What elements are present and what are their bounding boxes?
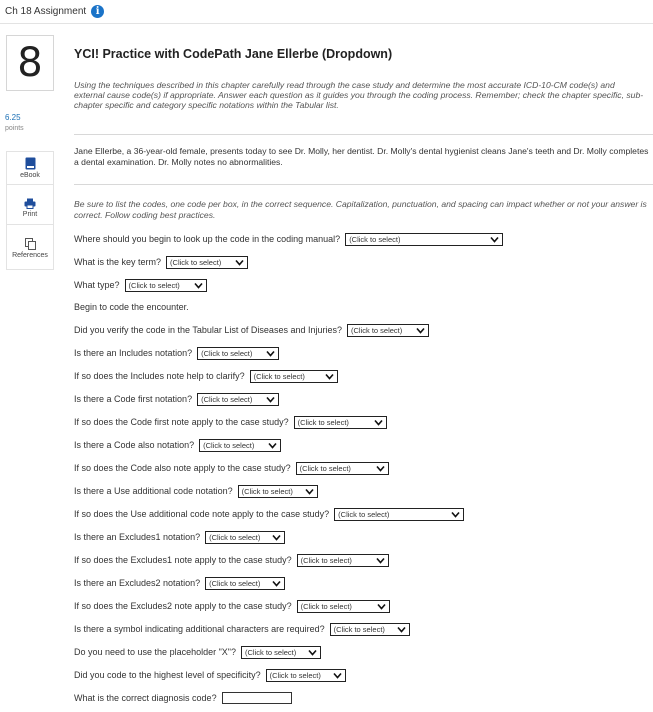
chevron-down-icon (416, 327, 425, 334)
references-label: References (12, 252, 48, 259)
row-question: Did you code to the highest level of specificity? (74, 670, 261, 680)
dropdown-value: (Click to select) (241, 486, 293, 496)
dropdown[interactable] (125, 279, 207, 292)
diagnosis-code-input[interactable] (222, 692, 292, 704)
dropdown-value: (Click to select) (333, 624, 385, 634)
question-row (74, 529, 285, 545)
dropdown-value: (Click to select) (300, 601, 352, 611)
dropdown-value: (Click to select) (350, 325, 403, 335)
question-row (74, 506, 464, 522)
row-question: If so does the Excludes1 note apply to the case study? (74, 555, 292, 565)
chevron-down-icon (377, 603, 386, 610)
chevron-down-icon (308, 649, 317, 656)
dropdown-value: (Click to select) (299, 463, 351, 473)
dropdown[interactable] (345, 233, 503, 246)
dropdown[interactable] (330, 623, 410, 636)
dropdown[interactable] (297, 554, 389, 567)
question-row (74, 299, 194, 315)
question-number: 8 (6, 35, 54, 91)
dropdown[interactable] (199, 439, 281, 452)
print-label: Print (22, 211, 38, 218)
divider (74, 184, 653, 185)
chevron-down-icon (272, 580, 281, 587)
dropdown[interactable] (296, 462, 389, 475)
dropdown[interactable] (294, 416, 387, 429)
printer-icon (24, 198, 36, 209)
question-row (74, 667, 346, 683)
dropdown-value: (Click to select) (170, 257, 222, 267)
chevron-down-icon (268, 442, 277, 449)
row-question: If so does the Code first note apply to the case study? (74, 417, 289, 427)
row-question: If so does the Excludes2 note apply to the case study? (74, 601, 292, 611)
question-row (74, 368, 338, 384)
print-button[interactable] (6, 192, 54, 225)
points-value: 6.25 (5, 113, 21, 122)
dropdown[interactable] (241, 646, 321, 659)
dropdown[interactable] (334, 508, 464, 521)
dropdown-value: (Click to select) (209, 578, 261, 588)
row-question: If so does the Includes note help to clarify? (74, 371, 245, 381)
question-row (74, 414, 387, 430)
dropdown-value: (Click to select) (245, 647, 297, 657)
row-question: Is there an Includes notation? (74, 348, 193, 358)
dropdown-value: (Click to select) (201, 394, 253, 404)
question-row (74, 254, 248, 270)
dropdown-value: (Click to select) (253, 371, 305, 381)
row-question: Is there an Excludes1 notation? (74, 532, 201, 542)
chevron-down-icon (490, 236, 499, 243)
dropdown[interactable] (347, 324, 429, 337)
row-question: Is there a Code first notation? (74, 394, 193, 404)
points (5, 112, 24, 134)
row-question: What type? (74, 280, 120, 290)
dropdown[interactable] (266, 669, 346, 682)
question-row (74, 552, 389, 568)
ebook-label: eBook (20, 172, 40, 179)
top-bar (0, 0, 653, 24)
book-icon (25, 157, 36, 170)
row-question: Did you verify the code in the Tabular List of Diseases and Injuries? (74, 325, 342, 335)
ebook-button[interactable] (6, 152, 54, 185)
chevron-down-icon (376, 465, 385, 472)
dropdown[interactable] (205, 577, 285, 590)
dropdown[interactable] (197, 347, 279, 360)
dropdown-value: (Click to select) (201, 348, 253, 358)
dropdown-value: (Click to select) (209, 532, 261, 542)
points-label: points (5, 125, 24, 132)
question-row (74, 575, 285, 591)
question-row (74, 621, 410, 637)
question-title: YCI! Practice with CodePath Jane Ellerbe (Dropdown) (74, 47, 393, 61)
dropdown[interactable] (205, 531, 285, 544)
dropdown[interactable] (166, 256, 248, 269)
dropdown-value: (Click to select) (269, 670, 321, 680)
assignment-title: Ch 18 Assignment (5, 6, 87, 17)
chevron-down-icon (397, 626, 406, 633)
question-row (74, 437, 281, 453)
dropdown-value: (Click to select) (338, 509, 390, 519)
question-row (74, 277, 207, 293)
row-question: Is there a symbol indicating additional characters are required? (74, 624, 325, 634)
row-question: What is the correct diagnosis code? (74, 693, 217, 703)
row-question: Is there an Excludes2 notation? (74, 578, 201, 588)
chevron-down-icon (266, 396, 275, 403)
chevron-down-icon (451, 511, 460, 518)
dropdown[interactable] (197, 393, 279, 406)
question-row (74, 483, 318, 499)
dropdown[interactable] (297, 600, 390, 613)
row-question: Do you need to use the placeholder "X"? (74, 647, 236, 657)
row-question: What is the key term? (74, 257, 162, 267)
answer-instructions: Be sure to list the codes, one code per box, in the correct sequence. Capitalization, punctuation, and spacing can impact whether or not your answer is correct. Follow coding best practices. (74, 199, 647, 220)
references-button[interactable] (6, 232, 54, 265)
side-tools (6, 151, 54, 270)
row-question: Is there a Use additional code notation? (74, 486, 233, 496)
dropdown[interactable] (238, 485, 318, 498)
chevron-down-icon (272, 534, 281, 541)
row-question: Where should you begin to look up the code in the coding manual? (74, 234, 341, 244)
question-row (74, 460, 389, 476)
dropdown-value: (Click to select) (297, 417, 349, 427)
divider (74, 134, 653, 135)
dropdown-value: (Click to select) (349, 234, 401, 244)
question-row (74, 345, 279, 361)
question-row (74, 231, 503, 247)
chevron-down-icon (266, 350, 275, 357)
chevron-down-icon (305, 488, 314, 495)
row-question: If so does the Use additional code note apply to the case study? (74, 509, 330, 519)
question-row (74, 644, 321, 660)
question-row (74, 391, 279, 407)
dropdown-value: (Click to select) (128, 280, 180, 290)
copy-icon (25, 238, 36, 250)
dropdown-value: (Click to select) (203, 440, 255, 450)
chevron-down-icon (333, 672, 342, 679)
chevron-down-icon (235, 259, 244, 266)
question-row (74, 598, 390, 614)
info-icon[interactable]: i (91, 5, 104, 18)
chevron-down-icon (325, 373, 334, 380)
dropdown[interactable] (250, 370, 338, 383)
question-row (74, 690, 292, 706)
instructions: Using the techniques described in this chapter carefully read through the case study and determine the most accurate ICD-10-CM code(s) and external cause code(s) if appropriate. Answer each question as it guides you through the coding process. Remember; check the chapter specific, sub-chapter specific and category specific notations within the Tabular list. (74, 80, 644, 110)
row-question: If so does the Code also note apply to the case study? (74, 463, 291, 473)
question-row (74, 322, 429, 338)
row-question: Begin to code the encounter. (74, 302, 189, 312)
chevron-down-icon (194, 282, 203, 289)
chevron-down-icon (376, 557, 385, 564)
chevron-down-icon (374, 419, 383, 426)
case-study: Jane Ellerbe, a 36-year-old female, presents today to see Dr. Molly, her dentist. Dr. Molly's dental hygienist cleans Jane's teeth and Dr. Molly completes a dental examination. Dr. Molly notes no abnormalities. (74, 146, 649, 167)
row-question: Is there a Code also notation? (74, 440, 195, 450)
dropdown-value: (Click to select) (300, 555, 352, 565)
